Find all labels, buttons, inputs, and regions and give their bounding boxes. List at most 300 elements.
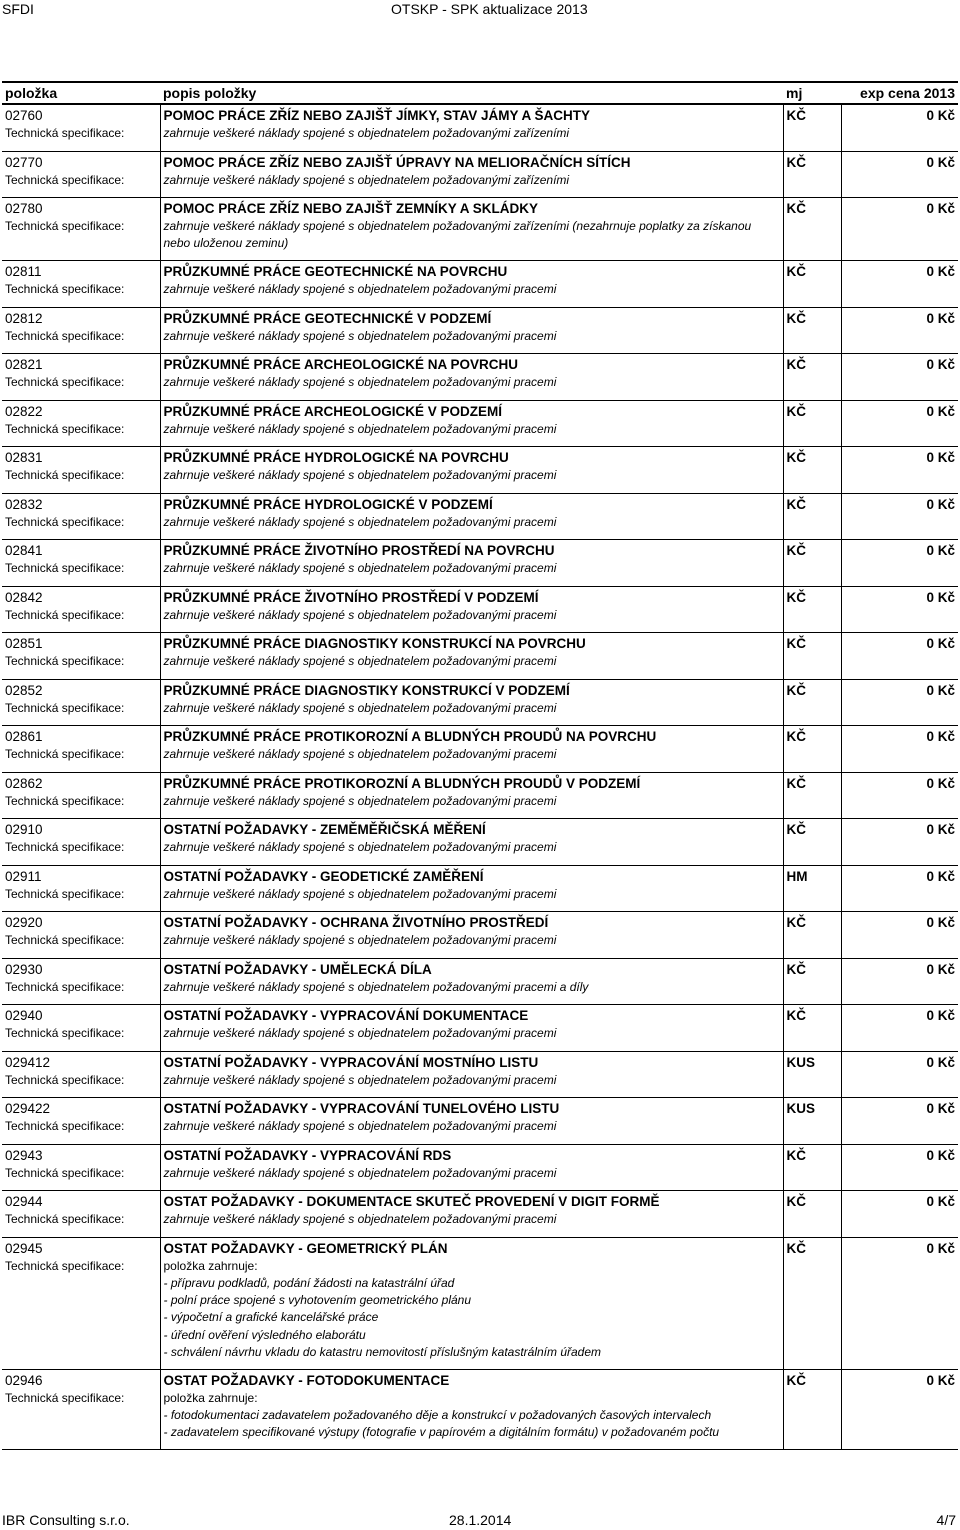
separator-cell — [841, 950, 958, 958]
item-description: OSTATNÍ POŽADAVKY - GEODETICKÉ ZAMĚŘENÍ — [160, 865, 783, 886]
item-code: 02940 — [2, 1005, 160, 1026]
row-separator — [2, 1090, 958, 1098]
row-separator — [2, 764, 958, 772]
item-description: OSTAT POŽADAVKY - DOKUMENTACE SKUTEČ PROVEDENÍ V DIGIT FORMĚ — [160, 1191, 783, 1212]
separator-cell — [783, 718, 841, 726]
item-unit: KČ — [783, 819, 841, 840]
separator-cell — [160, 485, 783, 493]
spec-price-empty — [841, 1211, 958, 1229]
item-price: 0 Kč — [926, 1101, 955, 1117]
spec-text — [160, 374, 783, 392]
separator-cell — [841, 625, 958, 633]
item-description: PRŮZKUMNÉ PRÁCE PROTIKOROZNÍ A BLUDNÝCH PROUDŮ NA POVRCHU — [160, 726, 783, 747]
spec-price-empty — [841, 839, 958, 857]
item-description: OSTAT POŽADAVKY - GEOMETRICKÝ PLÁN — [160, 1237, 783, 1258]
separator-cell — [783, 857, 841, 865]
spec-label: Technická specifikace: — [2, 1258, 160, 1362]
spec-intro: položka zahrnuje: — [163, 1258, 258, 1273]
spec-row — [2, 467, 958, 485]
spec-row — [2, 932, 958, 950]
separator-cell — [841, 532, 958, 540]
spec-unit-empty — [783, 746, 841, 764]
spec-label: Technická specifikace: — [2, 421, 160, 439]
table-row — [2, 1191, 958, 1212]
spec-unit-empty — [783, 793, 841, 811]
col-header-price: exp cena 2013 — [841, 82, 958, 104]
separator-cell — [841, 578, 958, 586]
item-description: POMOC PRÁCE ZŘÍZ NEBO ZAJIŠŤ JÍMKY, STAV JÁMY A ŠACHTY — [160, 104, 783, 125]
separator-cell — [841, 857, 958, 865]
row-separator — [2, 439, 958, 447]
item-description: OSTATNÍ POŽADAVKY - VYPRACOVÁNÍ RDS — [160, 1144, 783, 1165]
row-separator — [2, 143, 958, 151]
separator-cell — [2, 718, 160, 726]
row-separator — [2, 671, 958, 679]
spec-price-empty — [841, 886, 958, 904]
item-description: PRŮZKUMNÉ PRÁCE PROTIKOROZNÍ A BLUDNÝCH PROUDŮ V PODZEMÍ — [160, 772, 783, 793]
item-unit: HM — [783, 865, 841, 886]
item-unit: KČ — [783, 151, 841, 172]
table-row — [2, 1098, 958, 1119]
table-row — [2, 819, 958, 840]
item-price: 0 Kč — [926, 264, 955, 280]
spec-unit-empty — [783, 218, 841, 253]
spec-price-empty — [841, 607, 958, 625]
spec-text — [160, 1165, 783, 1183]
row-separator — [2, 346, 958, 354]
spec-line: zahrnuje veškeré náklady spojené s objednatelem požadovanými pracemi — [163, 375, 557, 390]
item-code: 02760 — [2, 104, 160, 125]
spec-line: zahrnuje veškeré náklady spojené s objednatelem požadovanými pracemi — [163, 700, 557, 715]
item-code: 02832 — [2, 493, 160, 514]
separator-cell — [841, 1090, 958, 1098]
item-unit: KČ — [783, 104, 841, 125]
item-description: POMOC PRÁCE ZŘÍZ NEBO ZAJIŠŤ ZEMNÍKY A SKLÁDKY — [160, 198, 783, 219]
separator-cell — [783, 1183, 841, 1191]
item-price: 0 Kč — [926, 357, 955, 373]
separator-cell — [841, 1229, 958, 1237]
spec-text — [160, 700, 783, 718]
item-code: 02945 — [2, 1237, 160, 1258]
item-price: 0 Kč — [926, 589, 955, 605]
spec-row — [2, 979, 958, 997]
item-unit: KČ — [783, 1369, 841, 1390]
spec-label: Technická specifikace: — [2, 932, 160, 950]
separator-cell — [160, 1136, 783, 1144]
item-unit: KČ — [783, 540, 841, 561]
spec-row — [2, 793, 958, 811]
item-code: 02822 — [2, 400, 160, 421]
table-row — [2, 1369, 958, 1390]
separator-cell — [841, 1183, 958, 1191]
separator-cell — [160, 439, 783, 447]
spec-line: zahrnuje veškeré náklady spojené s objednatelem požadovanými pracemi — [163, 561, 557, 576]
spec-line: zahrnuje veškeré náklady spojené s objednatelem požadovanými zařízeními — [163, 172, 570, 187]
separator-cell — [783, 764, 841, 772]
item-description: OSTATNÍ POŽADAVKY - VYPRACOVÁNÍ TUNELOVÉHO LISTU — [160, 1098, 783, 1119]
separator-cell — [783, 578, 841, 586]
table-row — [2, 772, 958, 793]
spec-label: Technická specifikace: — [2, 467, 160, 485]
spec-line: - schválení návrhu vkladu do katastru nemovitostí příslušným katastrálním úřadem — [163, 1345, 602, 1360]
spec-text — [160, 467, 783, 485]
separator-cell — [783, 439, 841, 447]
item-price: 0 Kč — [926, 868, 955, 884]
spec-row — [2, 1211, 958, 1229]
separator-cell — [783, 1090, 841, 1098]
spec-label: Technická specifikace: — [2, 172, 160, 190]
spec-label: Technická specifikace: — [2, 607, 160, 625]
separator-cell — [841, 439, 958, 447]
spec-row — [2, 514, 958, 532]
separator-cell — [2, 1361, 160, 1369]
spec-row — [2, 1258, 958, 1362]
separator-cell — [160, 1229, 783, 1237]
spec-row — [2, 1025, 958, 1043]
item-price: 0 Kč — [926, 636, 955, 652]
spec-line: zahrnuje veškeré náklady spojené s objednatelem požadovanými zařízeními — [163, 126, 570, 140]
item-description: PRŮZKUMNÉ PRÁCE GEOTECHNICKÉ NA POVRCHU — [160, 261, 783, 282]
item-code: 02770 — [2, 151, 160, 172]
separator-cell — [841, 346, 958, 354]
item-code: 02852 — [2, 679, 160, 700]
separator-cell — [160, 718, 783, 726]
table-row — [2, 447, 958, 468]
separator-cell — [2, 392, 160, 400]
row-separator — [2, 997, 958, 1005]
separator-cell — [2, 190, 160, 198]
spec-price-empty — [841, 1025, 958, 1043]
spec-line: zahrnuje veškeré náklady spojené s objednatelem požadovanými pracemi — [163, 514, 557, 529]
spec-text — [160, 1118, 783, 1136]
spec-price-empty — [841, 1072, 958, 1090]
table-row — [2, 1237, 958, 1258]
separator-cell — [783, 950, 841, 958]
table-row — [2, 198, 958, 219]
spec-price-empty — [841, 979, 958, 997]
table-row — [2, 1144, 958, 1165]
separator-cell — [841, 718, 958, 726]
row-separator — [2, 1043, 958, 1051]
item-code: 02841 — [2, 540, 160, 561]
spec-label: Technická specifikace: — [2, 839, 160, 857]
spec-text — [160, 172, 783, 190]
spec-line: zahrnuje veškeré náklady spojené s objednatelem požadovanými pracemi — [163, 933, 557, 948]
table-row — [2, 540, 958, 561]
item-price: 0 Kč — [926, 543, 955, 559]
spec-unit-empty — [783, 1072, 841, 1090]
separator-cell — [2, 532, 160, 540]
spec-line: zahrnuje veškeré náklady spojené s objednatelem požadovanými pracemi — [163, 421, 557, 436]
spec-row — [2, 886, 958, 904]
item-unit: KČ — [783, 912, 841, 933]
item-price: 0 Kč — [926, 154, 955, 170]
spec-price-empty — [841, 1390, 958, 1442]
table-row — [2, 307, 958, 328]
spec-text — [160, 886, 783, 904]
spec-label: Technická specifikace: — [2, 125, 160, 143]
spec-label: Technická specifikace: — [2, 979, 160, 997]
item-description: PRŮZKUMNÉ PRÁCE DIAGNOSTIKY KONSTRUKCÍ NA POVRCHU — [160, 633, 783, 654]
spec-unit-empty — [783, 467, 841, 485]
table-header-row — [2, 82, 958, 104]
separator-cell — [841, 485, 958, 493]
table-row — [2, 1051, 958, 1072]
spec-label: Technická specifikace: — [2, 218, 160, 253]
spec-unit-empty — [783, 1025, 841, 1043]
separator-cell — [841, 904, 958, 912]
spec-price-empty — [841, 328, 958, 346]
separator-cell — [2, 625, 160, 633]
item-price: 0 Kč — [926, 682, 955, 698]
separator-cell — [783, 392, 841, 400]
separator-cell — [841, 764, 958, 772]
separator-cell — [160, 578, 783, 586]
table-row — [2, 493, 958, 514]
separator-cell — [160, 253, 783, 261]
separator-cell — [160, 1043, 783, 1051]
spec-price-empty — [841, 218, 958, 253]
separator-cell — [783, 299, 841, 307]
separator-cell — [2, 299, 160, 307]
spec-unit-empty — [783, 1118, 841, 1136]
item-price: 0 Kč — [926, 1008, 955, 1024]
spec-line: zahrnuje veškeré náklady spojené s objednatelem požadovanými pracemi — [163, 1026, 557, 1041]
item-unit: KČ — [783, 307, 841, 328]
item-unit: KUS — [783, 1098, 841, 1119]
item-code: 029422 — [2, 1098, 160, 1119]
spec-row — [2, 1072, 958, 1090]
row-separator — [2, 485, 958, 493]
separator-cell — [783, 1229, 841, 1237]
spec-price-empty — [841, 560, 958, 578]
separator-cell — [841, 1442, 958, 1450]
item-price: 0 Kč — [926, 310, 955, 326]
separator-cell — [783, 143, 841, 151]
item-code: 02821 — [2, 354, 160, 375]
separator-cell — [841, 253, 958, 261]
separator-cell — [160, 143, 783, 151]
row-separator — [2, 1229, 958, 1237]
separator-cell — [841, 671, 958, 679]
spec-price-empty — [841, 172, 958, 190]
separator-cell — [841, 299, 958, 307]
separator-cell — [160, 950, 783, 958]
separator-cell — [783, 997, 841, 1005]
spec-line: zahrnuje veškeré náklady spojené s objednatelem požadovanými pracemi — [163, 607, 557, 622]
spec-label: Technická specifikace: — [2, 1118, 160, 1136]
spec-text — [160, 932, 783, 950]
separator-cell — [160, 625, 783, 633]
item-code: 02911 — [2, 865, 160, 886]
spec-text — [160, 281, 783, 299]
spec-price-empty — [841, 514, 958, 532]
spec-label: Technická specifikace: — [2, 1165, 160, 1183]
separator-cell — [783, 1136, 841, 1144]
separator-cell — [160, 811, 783, 819]
spec-line: zahrnuje veškeré náklady spojené s objednatelem požadovanými pracemi — [163, 328, 557, 343]
item-price: 0 Kč — [926, 729, 955, 745]
spec-unit-empty — [783, 932, 841, 950]
spec-row — [2, 421, 958, 439]
separator-cell — [783, 346, 841, 354]
spec-unit-empty — [783, 979, 841, 997]
spec-label: Technická specifikace: — [2, 1211, 160, 1229]
spec-row — [2, 374, 958, 392]
item-unit: KČ — [783, 1237, 841, 1258]
spec-line: - přípravu podkladů, podání žádosti na katastrální úřad — [163, 1275, 455, 1290]
item-code: 02943 — [2, 1144, 160, 1165]
row-separator — [2, 1183, 958, 1191]
spec-unit-empty — [783, 607, 841, 625]
separator-cell — [2, 143, 160, 151]
item-description: PRŮZKUMNÉ PRÁCE HYDROLOGICKÉ NA POVRCHU — [160, 447, 783, 468]
table-row — [2, 354, 958, 375]
item-price: 0 Kč — [926, 961, 955, 977]
item-code: 02920 — [2, 912, 160, 933]
item-description: PRŮZKUMNÉ PRÁCE ŽIVOTNÍHO PROSTŘEDÍ NA POVRCHU — [160, 540, 783, 561]
separator-cell — [2, 1442, 160, 1450]
spec-label: Technická specifikace: — [2, 653, 160, 671]
spec-price-empty — [841, 1118, 958, 1136]
spec-price-empty — [841, 421, 958, 439]
spec-price-empty — [841, 700, 958, 718]
spec-unit-empty — [783, 1165, 841, 1183]
spec-line: - výpočetní a grafické kancelářské práce — [163, 1310, 379, 1325]
item-price: 0 Kč — [926, 201, 955, 216]
item-unit: KČ — [783, 726, 841, 747]
item-unit: KČ — [783, 1191, 841, 1212]
item-description: PRŮZKUMNÉ PRÁCE ARCHEOLOGICKÉ NA POVRCHU — [160, 354, 783, 375]
item-description: OSTATNÍ POŽADAVKY - UMĚLECKÁ DÍLA — [160, 958, 783, 979]
spec-text — [160, 328, 783, 346]
row-separator — [2, 532, 958, 540]
row-separator — [2, 1361, 958, 1369]
item-unit: KČ — [783, 400, 841, 421]
separator-cell — [160, 1183, 783, 1191]
item-code: 02910 — [2, 819, 160, 840]
item-code: 02811 — [2, 261, 160, 282]
spec-unit-empty — [783, 328, 841, 346]
item-unit: KČ — [783, 1144, 841, 1165]
item-code: 02861 — [2, 726, 160, 747]
item-description: PRŮZKUMNÉ PRÁCE GEOTECHNICKÉ V PODZEMÍ — [160, 307, 783, 328]
spec-unit-empty — [783, 374, 841, 392]
item-description: PRŮZKUMNÉ PRÁCE ARCHEOLOGICKÉ V PODZEMÍ — [160, 400, 783, 421]
price-table — [2, 81, 958, 1450]
spec-price-empty — [841, 1165, 958, 1183]
row-separator — [2, 578, 958, 586]
spec-unit-empty — [783, 1211, 841, 1229]
spec-line: zahrnuje veškeré náklady spojené s objednatelem požadovanými pracemi — [163, 1072, 557, 1087]
table-row — [2, 912, 958, 933]
row-separator — [2, 950, 958, 958]
spec-row — [2, 328, 958, 346]
separator-cell — [160, 346, 783, 354]
item-price: 0 Kč — [926, 1194, 955, 1210]
item-unit: KČ — [783, 354, 841, 375]
table-row — [2, 151, 958, 172]
separator-cell — [2, 1229, 160, 1237]
item-unit: KČ — [783, 493, 841, 514]
item-description: PRŮZKUMNÉ PRÁCE ŽIVOTNÍHO PROSTŘEDÍ V PODZEMÍ — [160, 586, 783, 607]
spec-unit-empty — [783, 839, 841, 857]
row-separator — [2, 625, 958, 633]
spec-line: nebo uloženou zeminu) — [163, 236, 289, 251]
footer-company: IBR Consulting s.r.o. — [2, 1512, 130, 1528]
item-unit: KČ — [783, 1005, 841, 1026]
separator-cell — [783, 625, 841, 633]
separator-cell — [2, 1090, 160, 1098]
spec-unit-empty — [783, 1258, 841, 1362]
spec-row — [2, 560, 958, 578]
item-description: OSTATNÍ POŽADAVKY - OCHRANA ŽIVOTNÍHO PROSTŘEDÍ — [160, 912, 783, 933]
spec-line: - zadavatelem specifikované výstupy (fotografie v papírovém a digitálním formátu) v požadovaném počtu — [163, 1425, 720, 1440]
item-price: 0 Kč — [926, 450, 955, 466]
table-row — [2, 400, 958, 421]
spec-label: Technická specifikace: — [2, 374, 160, 392]
separator-cell — [841, 392, 958, 400]
spec-price-empty — [841, 653, 958, 671]
spec-text — [160, 793, 783, 811]
separator-cell — [783, 671, 841, 679]
spec-line: zahrnuje veškeré náklady spojené s objednatelem požadovanými pracemi — [163, 654, 557, 669]
table-row — [2, 865, 958, 886]
separator-cell — [783, 1442, 841, 1450]
spec-label: Technická specifikace: — [2, 560, 160, 578]
footer-page-number: 4/7 — [936, 1512, 956, 1528]
item-unit: KČ — [783, 261, 841, 282]
item-code: 02862 — [2, 772, 160, 793]
item-code: 02831 — [2, 447, 160, 468]
spec-unit-empty — [783, 172, 841, 190]
table-row — [2, 726, 958, 747]
spec-line: - úřední ověření výsledného elaborátu — [163, 1327, 366, 1342]
spec-row — [2, 746, 958, 764]
spec-line: - fotodokumentaci zadavatelem požadovaného děje a konstrukcí v požadovaných časových intervalech — [163, 1408, 712, 1423]
spec-line: zahrnuje veškeré náklady spojené s objednatelem požadovanými pracemi — [163, 886, 557, 901]
separator-cell — [783, 904, 841, 912]
spec-label: Technická specifikace: — [2, 886, 160, 904]
separator-cell — [783, 532, 841, 540]
spec-line: zahrnuje veškeré náklady spojené s objednatelem požadovanými pracemi — [163, 747, 557, 762]
item-description: PRŮZKUMNÉ PRÁCE DIAGNOSTIKY KONSTRUKCÍ V PODZEMÍ — [160, 679, 783, 700]
spec-line: zahrnuje veškeré náklady spojené s objednatelem požadovanými pracemi a díly — [163, 979, 589, 994]
separator-cell — [2, 811, 160, 819]
item-code: 02851 — [2, 633, 160, 654]
spec-unit-empty — [783, 514, 841, 532]
spec-text — [160, 1211, 783, 1229]
spec-price-empty — [841, 793, 958, 811]
col-header-unit: mj — [783, 82, 841, 104]
separator-cell — [2, 253, 160, 261]
row-separator — [2, 811, 958, 819]
col-header-item: položka — [2, 82, 160, 104]
table-row — [2, 586, 958, 607]
separator-cell — [841, 1043, 958, 1051]
spec-unit-empty — [783, 700, 841, 718]
separator-cell — [783, 811, 841, 819]
spec-price-empty — [841, 281, 958, 299]
item-price: 0 Kč — [926, 1372, 955, 1388]
spec-label: Technická specifikace: — [2, 1025, 160, 1043]
separator-cell — [2, 578, 160, 586]
separator-cell — [2, 346, 160, 354]
item-description: OSTATNÍ POŽADAVKY - VYPRACOVÁNÍ DOKUMENTACE — [160, 1005, 783, 1026]
separator-cell — [160, 1361, 783, 1369]
row-separator — [2, 392, 958, 400]
spec-row — [2, 1118, 958, 1136]
